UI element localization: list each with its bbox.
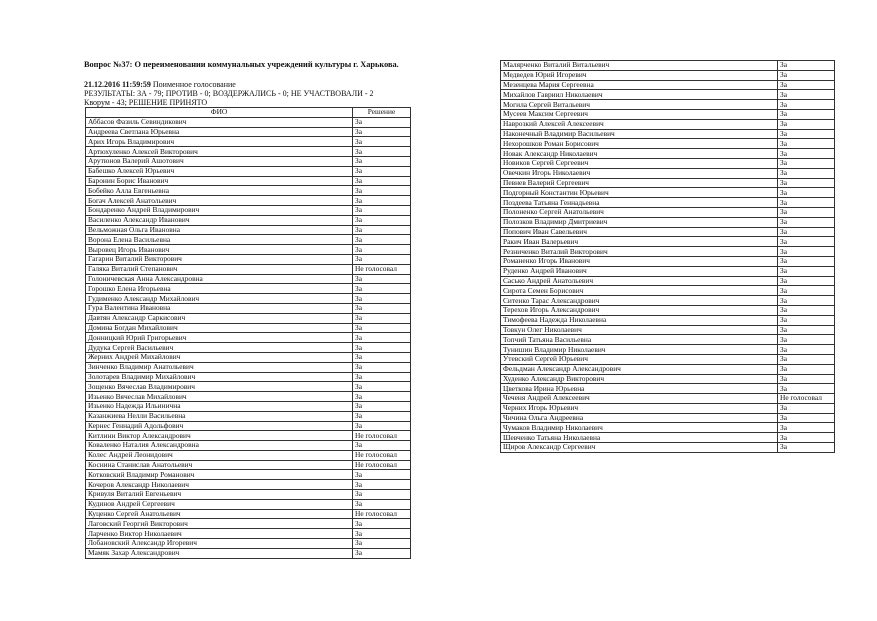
deputy-name: Тунишин Владимир Николаевич	[501, 345, 778, 355]
deputy-name: Баронин Борис Иванович	[86, 176, 353, 186]
table-row	[86, 254, 411, 264]
table-row	[501, 188, 835, 198]
vote-results: РЕЗУЛЬТАТЫ: ЗА - 79; ПРОТИВ - 0; ВОЗДЕРЖАЛИСЬ - 0; НЕ УЧАСТВОВАЛИ - 2	[84, 89, 374, 98]
deputy-name: Щиров Александр Сергеевич	[501, 443, 778, 453]
vote-decision: За	[778, 158, 835, 168]
vote-decision: За	[778, 384, 835, 394]
deputy-name: Коваленко Наталия Александровна	[86, 441, 353, 451]
deputy-name: Подгорный Константин Юрьевич	[501, 188, 778, 198]
deputy-name: Черних Игорь Юрьевич	[501, 403, 778, 413]
table-row	[86, 480, 411, 490]
deputy-name: Выровец Игорь Иванович	[86, 245, 353, 255]
table-row	[86, 196, 411, 206]
deputy-name: Золотарев Владимир Михайлович	[86, 372, 353, 382]
vote-table-right	[500, 60, 835, 453]
deputy-name: Казанжиева Нелли Васильевна	[86, 411, 353, 421]
vote-decision: Не голосовал	[353, 509, 411, 519]
deputy-name: Галяка Виталий Степанович	[86, 264, 353, 274]
vote-decision: За	[353, 499, 411, 509]
table-row	[86, 294, 411, 304]
vote-decision: За	[353, 235, 411, 245]
table-row	[501, 403, 835, 413]
table-row	[86, 156, 411, 166]
deputy-name: Ситенко Тарас Александрович	[501, 296, 778, 306]
table-row	[86, 323, 411, 333]
deputy-name: Утевский Сергей Юрьевич	[501, 354, 778, 364]
table-row	[86, 519, 411, 529]
vote-datetime-line	[84, 80, 236, 89]
vote-decision: За	[353, 176, 411, 186]
vote-decision: За	[778, 266, 835, 276]
table-row	[501, 276, 835, 286]
deputy-name: Бабешко Алексей Юрьевич	[86, 166, 353, 176]
table-row	[501, 61, 835, 71]
table-row	[501, 384, 835, 394]
table-row	[86, 205, 411, 215]
vote-decision: За	[353, 490, 411, 500]
table-row	[86, 450, 411, 460]
table-row	[501, 80, 835, 90]
deputy-name: Китлинн Виктор Александрович	[86, 431, 353, 441]
vote-decision: За	[353, 137, 411, 147]
deputy-name: Аббасов Фазиль Севиндикович	[86, 117, 353, 127]
deputy-name: Кочеров Александр Николаевич	[86, 480, 353, 490]
deputy-name: Дудука Сергей Васильевич	[86, 343, 353, 353]
vote-decision: За	[778, 325, 835, 335]
vote-decision: За	[778, 188, 835, 198]
table-row	[86, 127, 411, 137]
deputy-name: Зощенко Вячеслав Владимирович	[86, 382, 353, 392]
table-row	[86, 539, 411, 549]
deputy-name: Нехорошков Роман Борисович	[501, 139, 778, 149]
table-row	[501, 129, 835, 139]
table-row	[501, 394, 835, 404]
vote-decision: За	[353, 529, 411, 539]
vote-decision: За	[353, 441, 411, 451]
table-row	[86, 372, 411, 382]
vote-decision: Не голосовал	[353, 460, 411, 470]
table-row	[86, 284, 411, 294]
deputy-name: Новиков Сергей Сергеевич	[501, 158, 778, 168]
table-row	[86, 235, 411, 245]
table-row	[501, 345, 835, 355]
deputy-name: Мамяк Захар Александрович	[86, 548, 353, 558]
deputy-name: Поздеева Татьяна Геннадьевна	[501, 198, 778, 208]
vote-decision: За	[353, 421, 411, 431]
table-row	[501, 100, 835, 110]
table-row	[501, 364, 835, 374]
deputy-name: Бобейко Алла Евгеньевна	[86, 186, 353, 196]
table-row	[501, 227, 835, 237]
vote-decision: За	[778, 315, 835, 325]
table-row	[501, 256, 835, 266]
vote-decision: За	[353, 343, 411, 353]
deputy-name: Гура Валентина Ивановна	[86, 303, 353, 313]
deputy-name: Цветкова Ирина Юрьевна	[501, 384, 778, 394]
deputy-name: Певнев Валерий Сергеевич	[501, 178, 778, 188]
vote-decision: За	[353, 362, 411, 372]
vote-decision: За	[353, 548, 411, 558]
table-row	[501, 90, 835, 100]
table-row	[86, 509, 411, 519]
deputy-name: Колес Андрей Леонидович	[86, 450, 353, 460]
vote-decision: За	[353, 411, 411, 421]
vote-decision: За	[778, 207, 835, 217]
vote-decision: За	[778, 168, 835, 178]
deputy-name: Вельможная Ольга Ивановна	[86, 225, 353, 235]
table-row	[86, 215, 411, 225]
table-row	[501, 433, 835, 443]
deputy-name: Арих Игорь Владимирович	[86, 137, 353, 147]
deputy-name: Мусеев Максим Сергеевич	[501, 109, 778, 119]
table-row	[501, 354, 835, 364]
table-row	[501, 70, 835, 80]
vote-decision: За	[353, 215, 411, 225]
table-row	[501, 443, 835, 453]
table-row	[501, 266, 835, 276]
vote-type: Поименное голосование	[152, 80, 236, 89]
vote-decision: За	[778, 443, 835, 453]
vote-decision: За	[778, 296, 835, 306]
table-row	[86, 421, 411, 431]
table-row	[86, 245, 411, 255]
vote-decision: За	[353, 372, 411, 382]
vote-decision: За	[353, 274, 411, 284]
deputy-name: Медведев Юрий Игоревич	[501, 70, 778, 80]
vote-decision: За	[778, 100, 835, 110]
vote-decision: За	[778, 149, 835, 159]
deputy-name: Малярченко Виталий Витальевич	[501, 61, 778, 71]
deputy-name: Чеченя Андрей Алексеевич	[501, 394, 778, 404]
document-title: Вопрос №37: О переименовании коммунальных учреждений культуры г. Харькова.	[84, 60, 399, 69]
table-row	[86, 186, 411, 196]
table-row	[86, 352, 411, 362]
deputy-name: Чичина Ольга Андреевна	[501, 413, 778, 423]
table-row	[86, 499, 411, 509]
table-row	[86, 441, 411, 451]
deputy-name: Овечкин Игорь Николаевич	[501, 168, 778, 178]
vote-decision: За	[778, 227, 835, 237]
table-row	[501, 119, 835, 129]
table-row	[501, 109, 835, 119]
vote-decision: За	[778, 119, 835, 129]
table-row	[501, 158, 835, 168]
table-row	[501, 423, 835, 433]
deputy-name: Ворона Елена Васильевна	[86, 235, 353, 245]
vote-decision: За	[353, 401, 411, 411]
deputy-name: Могила Сергей Витальевич	[501, 100, 778, 110]
deputy-name: Донницкий Юрий Григорьевич	[86, 333, 353, 343]
deputy-name: Гудименко Александр Михайлович	[86, 294, 353, 304]
vote-decision: За	[353, 127, 411, 137]
deputy-name: Тимофеева Надежда Николаевна	[501, 315, 778, 325]
table-row	[86, 303, 411, 313]
vote-decision: За	[778, 305, 835, 315]
vote-decision: За	[778, 237, 835, 247]
table-row	[86, 137, 411, 147]
vote-decision: За	[353, 117, 411, 127]
deputy-name: Полоненко Сергей Анатольевич	[501, 207, 778, 217]
vote-decision: За	[778, 198, 835, 208]
deputy-name: Гагарин Виталий Викторович	[86, 254, 353, 264]
vote-decision: За	[778, 276, 835, 286]
table-row	[86, 490, 411, 500]
deputy-name: Кернес Геннадий Адольфович	[86, 421, 353, 431]
table-row	[501, 374, 835, 384]
deputy-name: Артюхуленко Алексей Викторович	[86, 147, 353, 157]
deputy-name: Руденко Андрей Иванович	[501, 266, 778, 276]
vote-decision: За	[778, 217, 835, 227]
table-header-row	[86, 108, 411, 118]
column-header-name: ФИО	[86, 108, 353, 118]
vote-decision: За	[353, 245, 411, 255]
table-row	[86, 411, 411, 421]
table-row	[501, 335, 835, 345]
vote-decision: Не голосовал	[778, 394, 835, 404]
deputy-name: Романенко Игорь Иванович	[501, 256, 778, 266]
table-row	[86, 333, 411, 343]
deputy-name: Андреева Светлана Юрьевна	[86, 127, 353, 137]
vote-decision: За	[778, 109, 835, 119]
vote-decision: За	[778, 61, 835, 71]
table-row	[86, 343, 411, 353]
deputy-name: Чумаков Владимир Николаевич	[501, 423, 778, 433]
table-row	[501, 315, 835, 325]
vote-decision: За	[353, 284, 411, 294]
vote-decision: За	[778, 178, 835, 188]
deputy-name: Резниченко Виталий Викторович	[501, 247, 778, 257]
vote-decision: За	[778, 413, 835, 423]
vote-decision: За	[778, 403, 835, 413]
table-row	[86, 392, 411, 402]
deputy-name: Бондаренко Андрей Владимирович	[86, 205, 353, 215]
table-row	[86, 460, 411, 470]
deputy-name: Попович Иван Савельевич	[501, 227, 778, 237]
deputy-name: Василенко Александр Иванович	[86, 215, 353, 225]
deputy-name: Наврозкий Алексей Алексеевич	[501, 119, 778, 129]
vote-decision: За	[353, 303, 411, 313]
vote-decision: Не голосовал	[353, 264, 411, 274]
table-row	[86, 274, 411, 284]
deputy-name: Сасько Андрей Анатольевич	[501, 276, 778, 286]
vote-table-left	[85, 107, 411, 559]
deputy-name: Шевченко Татьяна Николаевна	[501, 433, 778, 443]
vote-decision: За	[353, 519, 411, 529]
vote-decision: За	[353, 313, 411, 323]
deputy-name: Товкун Олег Николаевич	[501, 325, 778, 335]
vote-decision: За	[353, 470, 411, 480]
table-row	[501, 207, 835, 217]
vote-decision: За	[778, 335, 835, 345]
deputy-name: Терехов Игорь Александрович	[501, 305, 778, 315]
vote-decision: За	[353, 147, 411, 157]
table-row	[86, 470, 411, 480]
table-row	[501, 237, 835, 247]
table-row	[501, 305, 835, 315]
table-row	[86, 147, 411, 157]
vote-decision: За	[353, 480, 411, 490]
vote-decision: За	[778, 247, 835, 257]
vote-decision: За	[778, 374, 835, 384]
vote-decision: За	[353, 294, 411, 304]
deputy-name: Куценко Сергей Анатольевич	[86, 509, 353, 519]
vote-decision: За	[353, 225, 411, 235]
table-row	[501, 286, 835, 296]
vote-decision: За	[353, 382, 411, 392]
deputy-name: Ларченко Виктор Николаевич	[86, 529, 353, 539]
deputy-name: Топчий Татьяна Васильевна	[501, 335, 778, 345]
deputy-name: Лаговский Георгий Викторович	[86, 519, 353, 529]
deputy-name: Михайлов Гавриил Николаевич	[501, 90, 778, 100]
vote-decision: За	[778, 70, 835, 80]
vote-decision: За	[353, 205, 411, 215]
vote-decision: За	[778, 256, 835, 266]
vote-decision: За	[778, 345, 835, 355]
vote-decision: За	[353, 254, 411, 264]
vote-decision: Не голосовал	[353, 450, 411, 460]
table-row	[501, 198, 835, 208]
quorum-decision: Кворум - 43; РЕШЕНИЕ ПРИНЯТО	[84, 98, 208, 107]
deputy-name: Коснина Станислав Анатольевич	[86, 460, 353, 470]
deputy-name: Худенко Александр Викторович	[501, 374, 778, 384]
deputy-name: Жерних Андрей Михайлович	[86, 352, 353, 362]
vote-decision: За	[778, 364, 835, 374]
table-row	[86, 431, 411, 441]
vote-decision: За	[353, 196, 411, 206]
vote-decision: За	[353, 323, 411, 333]
table-row	[501, 149, 835, 159]
vote-decision: За	[353, 333, 411, 343]
table-row	[86, 225, 411, 235]
table-row	[501, 178, 835, 188]
vote-decision: За	[778, 139, 835, 149]
table-row	[501, 413, 835, 423]
column-header-decision: Решение	[353, 108, 411, 118]
vote-decision: За	[778, 90, 835, 100]
vote-decision: За	[778, 354, 835, 364]
deputy-name: Давтян Александр Саркисович	[86, 313, 353, 323]
deputy-name: Фельдман Александр Александрович	[501, 364, 778, 374]
deputy-name: Арутюнов Валерий Ашотович	[86, 156, 353, 166]
deputy-name: Новак Александр Николаевич	[501, 149, 778, 159]
deputy-name: Богач Алексей Анатольевич	[86, 196, 353, 206]
vote-decision: За	[353, 352, 411, 362]
table-row	[86, 313, 411, 323]
vote-decision: За	[778, 129, 835, 139]
vote-decision: За	[778, 80, 835, 90]
vote-decision: Не голосовал	[353, 431, 411, 441]
table-row	[501, 247, 835, 257]
table-row	[86, 166, 411, 176]
vote-decision: За	[353, 156, 411, 166]
deputy-name: Голоничевская Анна Александровна	[86, 274, 353, 284]
table-row	[501, 168, 835, 178]
table-row	[501, 217, 835, 227]
deputy-name: Полозков Владимир Дмитриевич	[501, 217, 778, 227]
deputy-name: Наконечный Владимир Васильевич	[501, 129, 778, 139]
deputy-name: Котковский Владимир Романович	[86, 470, 353, 480]
vote-decision: За	[353, 166, 411, 176]
vote-decision: За	[778, 286, 835, 296]
vote-decision: За	[353, 186, 411, 196]
table-row	[86, 529, 411, 539]
deputy-name: Кривуля Виталий Евгеньевич	[86, 490, 353, 500]
table-row	[501, 325, 835, 335]
vote-datetime: 21.12.2016 11:59:59	[84, 80, 151, 89]
deputy-name: Горошко Елена Игорьевна	[86, 284, 353, 294]
deputy-name: Лобановский Александр Игоревич	[86, 539, 353, 549]
table-row	[86, 176, 411, 186]
deputy-name: Изьенко Надежда Ильинична	[86, 401, 353, 411]
deputy-name: Зинченко Владимир Анатольевич	[86, 362, 353, 372]
deputy-name: Ракич Иван Валерьевич	[501, 237, 778, 247]
vote-decision: За	[353, 539, 411, 549]
table-row	[86, 382, 411, 392]
deputy-name: Мезенцева Мария Сергеевна	[501, 80, 778, 90]
table-row	[86, 117, 411, 127]
table-row	[86, 264, 411, 274]
vote-decision: За	[778, 433, 835, 443]
deputy-name: Сирота Семен Борисович	[501, 286, 778, 296]
table-row	[86, 401, 411, 411]
table-row	[501, 139, 835, 149]
table-row	[501, 296, 835, 306]
vote-decision: За	[778, 423, 835, 433]
deputy-name: Кудинов Андрей Сергеевич	[86, 499, 353, 509]
table-row	[86, 362, 411, 372]
table-row	[86, 548, 411, 558]
deputy-name: Изьенко Вячеслав Михайлович	[86, 392, 353, 402]
vote-decision: За	[353, 392, 411, 402]
deputy-name: Домина Богдан Михайлович	[86, 323, 353, 333]
